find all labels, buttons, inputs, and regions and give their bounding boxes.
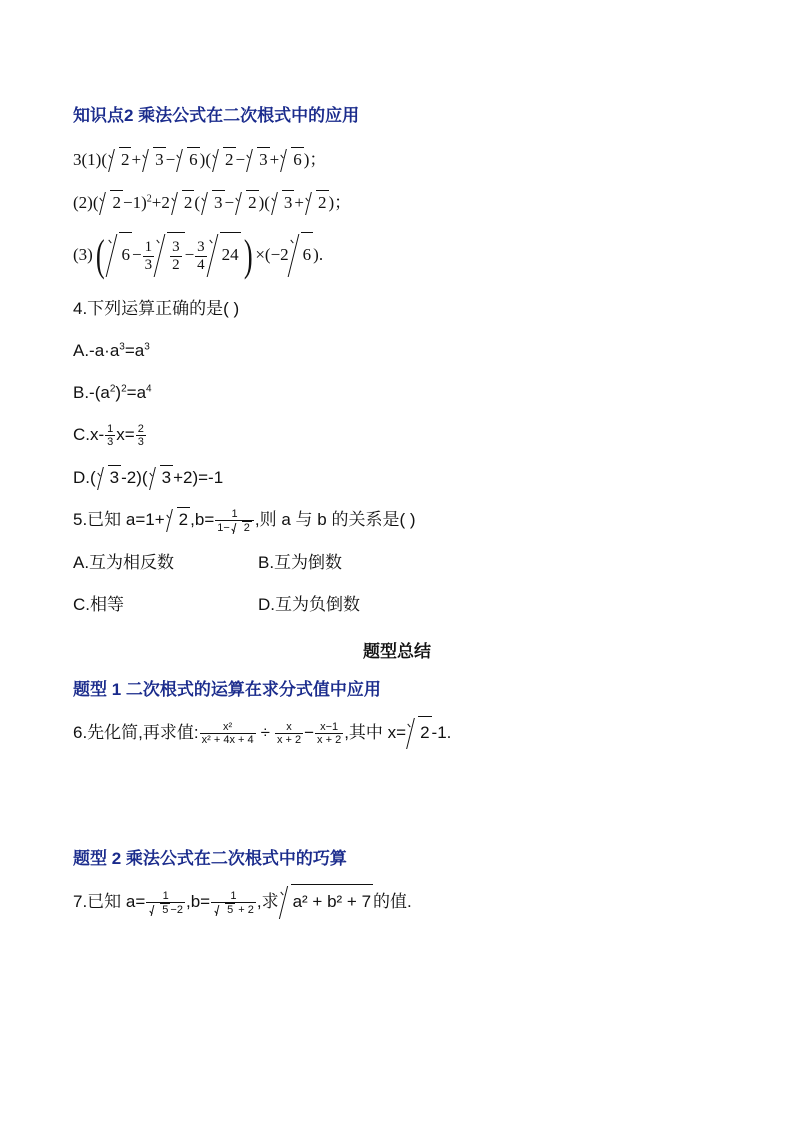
sqrt-symbol <box>235 190 259 215</box>
radicand: 3 <box>108 465 121 490</box>
denominator: 2 <box>172 256 180 273</box>
text: 1− <box>217 521 230 534</box>
exponent: 3 <box>144 341 150 353</box>
operator: + <box>269 150 280 169</box>
radicand: 2 <box>110 190 123 215</box>
denominator: x + 2 <box>276 734 302 747</box>
sqrt-symbol <box>214 903 235 916</box>
text: ) <box>115 383 122 402</box>
radicand: 3 <box>160 465 173 490</box>
section-heading-type1: 题型 1 二次根式的运算在求分式值中应用 <box>73 680 381 699</box>
radicand: 3 <box>153 147 166 172</box>
numerator: 3 <box>197 238 205 255</box>
sqrt-symbol <box>108 147 132 172</box>
denominator: x² + 4x + 4 <box>201 734 254 747</box>
text: =a <box>124 341 145 360</box>
text: + 2 <box>235 903 254 916</box>
q3p3-label: (3) <box>73 245 93 264</box>
sqrt-symbol <box>209 232 241 277</box>
text: 7.已知 a= <box>73 892 146 911</box>
denominator: x + 2 <box>317 734 342 747</box>
sqrt-symbol <box>166 507 190 532</box>
fraction <box>105 423 115 448</box>
fraction <box>195 239 207 274</box>
radicand: 6 <box>291 147 304 172</box>
operator: + <box>131 150 142 169</box>
sqrt-symbol <box>97 465 121 490</box>
q5-stem <box>73 507 416 534</box>
denominator <box>215 520 254 534</box>
text: ( <box>194 193 200 212</box>
denominator <box>146 902 185 916</box>
sqrt-symbol <box>305 190 329 215</box>
numerator: x <box>286 721 292 734</box>
denominator: 4 <box>197 256 205 273</box>
section-heading-kp2: 知识点2 乘法公式在二次根式中的应用 <box>73 106 360 125</box>
q5-option-a: A.互为相反数 <box>73 553 175 572</box>
text: 6.先化简,再求值: <box>73 723 199 742</box>
q4-option-a <box>73 339 150 363</box>
text: −2 <box>170 903 183 916</box>
operator: − <box>235 150 246 169</box>
exponent: 2 <box>146 193 152 205</box>
text: 5.已知 a=1+ <box>73 510 165 529</box>
operator: − <box>304 723 315 742</box>
text: +2)=-1 <box>173 468 224 487</box>
radicand: 2 <box>316 190 329 215</box>
q5-option-b: B.互为倒数 <box>258 553 343 572</box>
sqrt-symbol <box>407 716 431 749</box>
sqrt-symbol <box>176 147 200 172</box>
sqrt-symbol <box>171 190 195 215</box>
radicand: 6 <box>119 232 132 277</box>
radicand: 6 <box>187 147 200 172</box>
text: 的值. <box>373 892 412 911</box>
text: ,其中 x= <box>344 723 407 742</box>
operator: ÷ <box>260 723 270 742</box>
numerator: 1 <box>162 889 169 902</box>
text: -2)( <box>121 468 148 487</box>
sqrt-symbol <box>149 903 170 916</box>
exponent: 2 <box>121 383 127 395</box>
text: )； <box>328 193 352 212</box>
fraction <box>211 890 256 916</box>
sqrt-symbol <box>246 147 270 172</box>
operator: ×(−2 <box>255 245 289 264</box>
radicand: 2 <box>182 190 195 215</box>
text: +2 <box>151 193 170 212</box>
radicand: 2 <box>119 147 132 172</box>
numerator: 2 <box>137 423 144 436</box>
sqrt-symbol <box>280 884 373 919</box>
sqrt-symbol <box>108 232 132 277</box>
sqrt-symbol <box>201 190 225 215</box>
fraction <box>200 721 256 746</box>
fraction <box>170 239 182 274</box>
text: −1) <box>122 193 147 212</box>
text: C.x- <box>73 425 105 444</box>
radicand: 5 <box>162 903 169 916</box>
denominator: 3 <box>107 436 114 449</box>
text: + <box>294 193 305 212</box>
radicand: 2 <box>246 190 259 215</box>
section-heading-type2: 题型 2 乘法公式在二次根式中的巧算 <box>73 849 347 868</box>
text: − <box>224 193 235 212</box>
q4-option-b <box>73 381 152 405</box>
operator: − <box>184 245 195 264</box>
q3-part3 <box>73 231 324 281</box>
operator: ). <box>313 245 324 264</box>
denominator <box>211 902 256 916</box>
radicand: 6 <box>301 232 314 277</box>
q5-option-c: C.相等 <box>73 595 124 614</box>
q3p1-label: 3(1)( <box>73 150 107 169</box>
left-paren: ( <box>95 231 105 281</box>
fraction <box>275 721 303 746</box>
q3-part2 <box>73 190 351 215</box>
q7-stem <box>73 884 412 919</box>
numerator: x−1 <box>320 721 339 734</box>
text: ,b= <box>185 892 211 911</box>
numerator: 1 <box>107 423 114 436</box>
sqrt-symbol <box>99 190 123 215</box>
text: -1. <box>431 723 452 742</box>
exponent: 2 <box>109 383 116 395</box>
radicand: 2 <box>177 507 190 532</box>
denominator: 3 <box>144 256 153 273</box>
numerator: 1 <box>230 889 237 902</box>
numerator: 1 <box>231 507 238 520</box>
operator: )； <box>303 150 327 169</box>
exponent: 3 <box>119 341 125 353</box>
fraction <box>215 508 254 534</box>
text: ,b= <box>190 510 215 529</box>
radicand: 24 <box>220 232 241 277</box>
q4-stem: 4.下列运算正确的是( ) <box>73 299 240 318</box>
q4-option-d <box>73 465 223 490</box>
sqrt-symbol <box>271 190 295 215</box>
sqrt-symbol <box>290 232 314 277</box>
text: =a <box>126 383 147 402</box>
fraction <box>136 423 146 448</box>
q5-option-d: D.互为负倒数 <box>258 595 360 614</box>
radicand: 2 <box>223 147 236 172</box>
radicand: 3 <box>282 190 295 215</box>
q6-stem <box>73 716 451 749</box>
sqrt-symbol <box>212 147 236 172</box>
radicand: a² + b² + 7 <box>291 884 373 919</box>
q3-part1 <box>73 147 326 172</box>
operator: )( <box>199 150 211 169</box>
text: ,求 <box>256 892 279 911</box>
text: )( <box>258 193 270 212</box>
radicand: 3 <box>257 147 270 172</box>
sqrt-symbol <box>231 521 252 534</box>
fraction <box>315 721 343 746</box>
q3p2-label: (2)( <box>73 193 99 212</box>
text: ,则 a 与 b 的关系是( ) <box>254 510 416 529</box>
operator: − <box>165 150 176 169</box>
radicand: 3 <box>212 190 225 215</box>
numerator: 1 <box>144 238 153 255</box>
text: D.( <box>73 468 96 487</box>
q4-option-c <box>73 423 147 448</box>
fraction <box>143 239 155 274</box>
sqrt-symbol <box>142 147 166 172</box>
right-paren: ) <box>243 231 253 281</box>
sqrt-symbol <box>280 147 304 172</box>
denominator: 3 <box>137 436 144 449</box>
operator: − <box>131 245 142 264</box>
numerator: x² <box>223 721 233 734</box>
numerator: 3 <box>172 238 180 255</box>
text: x= <box>116 425 135 444</box>
sqrt-symbol <box>156 232 185 277</box>
radicand: 5 <box>227 903 234 916</box>
exponent: 4 <box>146 383 152 395</box>
fraction <box>146 890 185 916</box>
sqrt-symbol <box>149 465 173 490</box>
text: B.-(a <box>73 383 110 402</box>
radicand: 2 <box>418 716 431 749</box>
summary-title: 题型总结 <box>363 642 431 661</box>
text: A.-a·a <box>73 341 120 360</box>
radicand: 2 <box>243 521 250 534</box>
